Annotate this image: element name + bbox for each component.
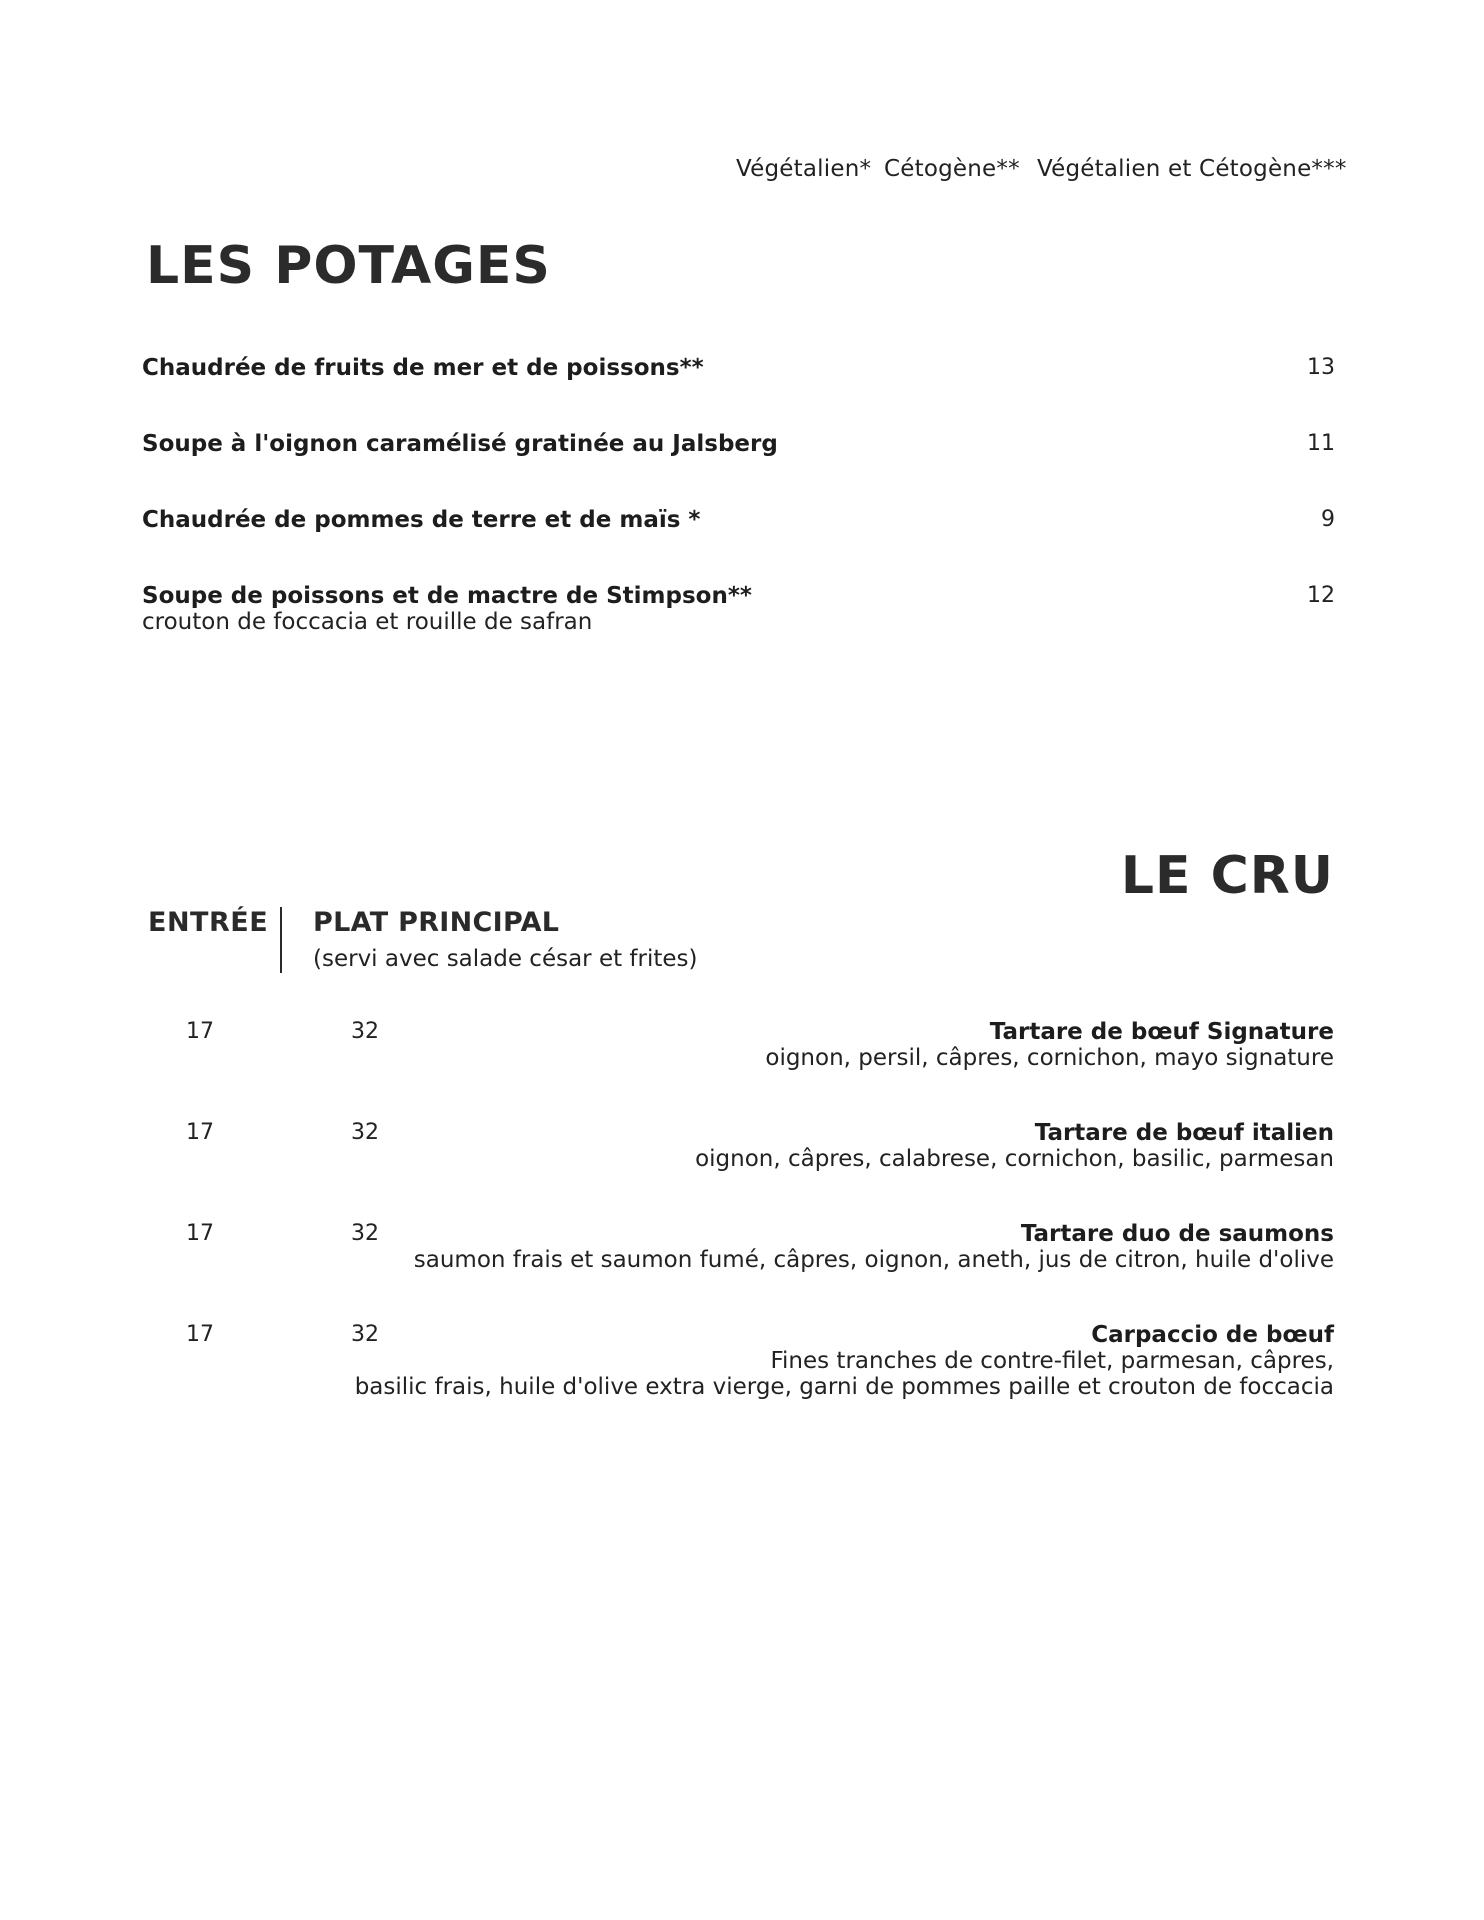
item-description: saumon frais et saumon fumé, câpres, oignon, aneth, jus de citron, huile d'olive [413, 1247, 1334, 1273]
item-price: 9 [1321, 507, 1335, 532]
menu-item [142, 583, 1335, 635]
item-description: oignon, câpres, calabrese, cornichon, basilic, parmesan [695, 1146, 1334, 1172]
item-name: Carpaccio de bœuf [1091, 1322, 1334, 1348]
entree-price: 17 [186, 1221, 214, 1246]
section-title-potages: LES POTAGES [146, 236, 551, 296]
entree-price: 17 [186, 1322, 214, 1347]
column-header-entree: ENTRÉE [148, 907, 269, 938]
column-divider [280, 907, 282, 973]
item-name: Soupe de poissons et de mactre de Stimpson** [142, 583, 752, 609]
item-description: Fines tranches de contre-filet, parmesan, câpres, [770, 1348, 1334, 1374]
legend-vegan: Végétalien* [736, 156, 872, 182]
plat-price: 32 [351, 1019, 379, 1044]
menu-item [142, 507, 1335, 533]
item-name: Tartare duo de saumons [1020, 1221, 1334, 1247]
item-price: 12 [1307, 583, 1335, 608]
item-text [355, 1322, 1334, 1400]
entree-price: 17 [186, 1019, 214, 1044]
column-header-plat: PLAT PRINCIPAL [313, 907, 560, 938]
item-name: Tartare de bœuf italien [1034, 1120, 1334, 1146]
item-text [765, 1019, 1334, 1071]
item-name: Chaudrée de pommes de terre et de maïs * [142, 507, 701, 533]
item-description: basilic frais, huile d'olive extra vierge, garni de pommes paille et crouton de foccacia [354, 1374, 1334, 1400]
item-price: 11 [1307, 431, 1335, 456]
item-description: oignon, persil, câpres, cornichon, mayo signature [765, 1045, 1334, 1071]
item-price: 13 [1307, 355, 1335, 380]
plat-price: 32 [351, 1322, 379, 1347]
plat-price: 32 [351, 1221, 379, 1246]
legend-vegan-keto: Végétalien et Cétogène*** [1037, 156, 1347, 182]
legend-keto: Cétogène** [884, 156, 1020, 182]
item-text [414, 1221, 1334, 1273]
menu-item [142, 431, 1335, 457]
plat-price: 32 [351, 1120, 379, 1145]
item-text [695, 1120, 1334, 1172]
entree-price: 17 [186, 1120, 214, 1145]
item-name: Soupe à l'oignon caramélisé gratinée au Jalsberg [142, 431, 778, 457]
item-name: Tartare de bœuf Signature [989, 1019, 1334, 1045]
diet-legend [0, 156, 1484, 186]
item-name: Chaudrée de fruits de mer et de poissons** [142, 355, 704, 381]
column-header-note: (servi avec salade césar et frites) [313, 946, 698, 972]
item-description: crouton de foccacia et rouille de safran [142, 609, 593, 635]
section-title-cru: LE CRU [1120, 846, 1334, 906]
menu-item [142, 355, 1335, 381]
